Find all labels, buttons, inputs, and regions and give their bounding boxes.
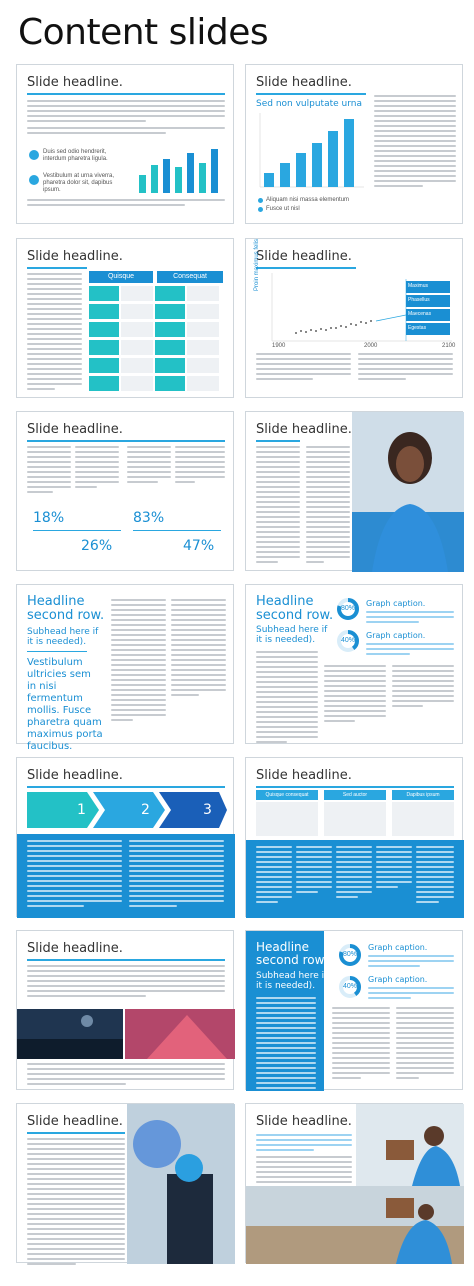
landscape-photos — [17, 1009, 235, 1059]
column-header: Dapibus ipsum — [392, 790, 454, 800]
slide-headline: Slide headline. — [256, 422, 352, 437]
divider — [27, 651, 87, 652]
bullet-icon — [29, 175, 39, 185]
body-text — [129, 840, 224, 910]
headline-rule — [256, 440, 300, 442]
body-text — [27, 1138, 125, 1268]
caption-text — [368, 987, 454, 1002]
headline-rule — [27, 959, 225, 961]
portrait-photo — [352, 412, 464, 572]
headline-rule — [256, 786, 454, 788]
bullet-icon — [29, 150, 39, 160]
body-text — [324, 665, 386, 725]
legend-entry: Aliquam nisi massa elementum — [266, 197, 350, 203]
body-text — [27, 1063, 225, 1088]
subhead: it is needed). — [256, 981, 316, 991]
body-text — [256, 353, 351, 383]
body-text — [175, 446, 225, 486]
slide-8[interactable] — [245, 584, 463, 744]
body-text — [374, 95, 456, 190]
stat-value: 18% — [33, 510, 65, 526]
bar-chart — [256, 113, 366, 193]
table-header: Quisque — [89, 271, 153, 283]
divider — [33, 530, 121, 531]
legend-entry: Fusce ut nisl — [266, 206, 300, 212]
stat-value: 47% — [183, 538, 215, 554]
slide-headline: Slide headline. — [256, 249, 352, 264]
headline-rule — [27, 1132, 125, 1134]
slide-7[interactable] — [16, 584, 234, 752]
donut-value: 40% — [340, 637, 355, 644]
body-text — [296, 846, 332, 896]
headline-line-2: second row. — [256, 953, 328, 967]
slide-headline: Slide headline. — [27, 249, 123, 264]
callout-box: Maximus — [406, 281, 450, 293]
headline-line-2: second row. — [256, 608, 334, 623]
landscape-photo — [246, 1186, 464, 1264]
headline-rule — [256, 93, 366, 95]
stat-value: 83% — [133, 510, 165, 526]
step-number: 3 — [203, 802, 212, 818]
body-text — [27, 446, 71, 496]
body-text — [256, 446, 300, 566]
page-title: Content slides — [18, 12, 269, 53]
subhead: it is needed). — [256, 635, 316, 645]
slide-4[interactable] — [245, 238, 463, 398]
graph-caption: Graph caption. — [366, 599, 426, 608]
comparison-table — [89, 286, 223, 391]
slide-11[interactable] — [16, 930, 234, 1090]
slide-headline: Slide headline. — [256, 768, 352, 783]
body-text — [336, 846, 372, 901]
donut-value: 80% — [340, 605, 355, 612]
hero-photo — [127, 1104, 235, 1264]
headline-line-2: second row. — [27, 608, 105, 623]
slide-headline: Slide headline. — [27, 941, 123, 956]
slide-headline: Slide headline. — [27, 75, 123, 90]
legend-dot — [258, 198, 263, 203]
subhead: Subhead here if — [256, 971, 328, 981]
donut-value: 40% — [342, 983, 357, 990]
photo-sky — [356, 1104, 464, 1186]
body-text — [27, 840, 122, 910]
body-text — [27, 100, 225, 125]
chart-title: Sed non vulputate urna — [256, 99, 362, 109]
body-text — [396, 1007, 454, 1082]
list-item: Vestibulum at urna viverra, pharetra dolor sit, dapibus ipsum. — [43, 173, 115, 193]
slide-9[interactable] — [16, 757, 234, 917]
graph-caption: Graph caption. — [366, 631, 426, 640]
slide-6[interactable] — [245, 411, 463, 571]
slide-14[interactable] — [245, 1103, 463, 1263]
callout-box: Phasellus — [406, 295, 450, 307]
body-text — [306, 446, 350, 566]
slide-headline: Slide headline. — [27, 1114, 123, 1129]
headline-rule — [27, 440, 225, 442]
callout-box: Egestas — [406, 323, 450, 335]
body-text — [127, 446, 171, 486]
graph-caption: Graph caption. — [368, 943, 428, 952]
step-number: 2 — [141, 802, 150, 818]
body-text — [256, 846, 292, 906]
slide-1[interactable] — [16, 64, 234, 224]
body-text — [332, 1007, 390, 1082]
slide-headline: Slide headline. — [256, 75, 352, 90]
subhead: Subhead here if — [256, 625, 328, 635]
callout-box: Maecenas — [406, 309, 450, 321]
caption-text — [366, 611, 454, 626]
headline-line-1: Headline — [256, 940, 310, 954]
caption-text — [368, 955, 454, 970]
slide-headline: Slide headline. — [27, 768, 123, 783]
body-text — [256, 651, 318, 746]
pull-quote: Vestibulum ultricies sem in nisi fermentum mollis. Fusce pharetra quam maximus porta faucibus. — [27, 657, 103, 752]
x-tick: 2000 — [364, 343, 378, 349]
body-text — [27, 273, 82, 393]
column-body — [392, 802, 454, 836]
subhead: it is needed). — [27, 637, 87, 647]
slide-3[interactable] — [16, 238, 234, 398]
headline-line-1: Headline — [256, 594, 314, 609]
table-header: Consequat — [157, 271, 223, 283]
body-text — [392, 665, 454, 710]
donut-value: 80% — [342, 951, 357, 958]
step-number: 1 — [77, 802, 86, 818]
body-text — [358, 353, 453, 383]
body-text — [256, 997, 316, 1102]
body-text — [111, 599, 166, 724]
slide-headline: Slide headline. — [256, 1114, 352, 1129]
column-header: Sed auctor — [324, 790, 386, 800]
stat-value: 26% — [81, 538, 113, 554]
bar-chart — [135, 145, 225, 195]
slide-headline: Slide headline. — [27, 422, 123, 437]
divider — [133, 530, 221, 531]
slide-12[interactable] — [245, 930, 463, 1090]
body-text — [27, 127, 225, 137]
x-tick: 2100 — [442, 343, 456, 349]
legend-dot — [258, 207, 263, 212]
column-body — [256, 802, 318, 836]
body-text — [416, 846, 454, 906]
y-axis-label: Proin maximus felis — [254, 238, 260, 291]
headline-rule — [27, 93, 225, 95]
headline-rule — [27, 267, 87, 269]
headline-line-1: Headline — [27, 594, 85, 609]
slide-5[interactable] — [16, 411, 234, 571]
x-tick: 1900 — [272, 343, 286, 349]
column-header: Quisque consequat — [256, 790, 318, 800]
headline-rule — [256, 267, 356, 269]
caption-text — [366, 643, 454, 658]
slide-10[interactable] — [245, 757, 463, 917]
column-body — [324, 802, 386, 836]
slide-13[interactable] — [16, 1103, 234, 1263]
graph-caption: Graph caption. — [368, 975, 428, 984]
intro-text — [256, 1134, 352, 1154]
body-text — [376, 846, 412, 891]
body-text — [27, 965, 225, 1000]
body-text — [171, 599, 226, 699]
body-text — [75, 446, 119, 491]
subhead: Subhead here if — [27, 627, 99, 637]
body-text — [27, 199, 225, 209]
process-arrows — [27, 792, 227, 828]
slide-2[interactable] — [245, 64, 463, 224]
headline-rule — [27, 786, 225, 788]
list-item: Duis sed odio hendrerit, interdum pharetra ligula. — [43, 149, 108, 162]
